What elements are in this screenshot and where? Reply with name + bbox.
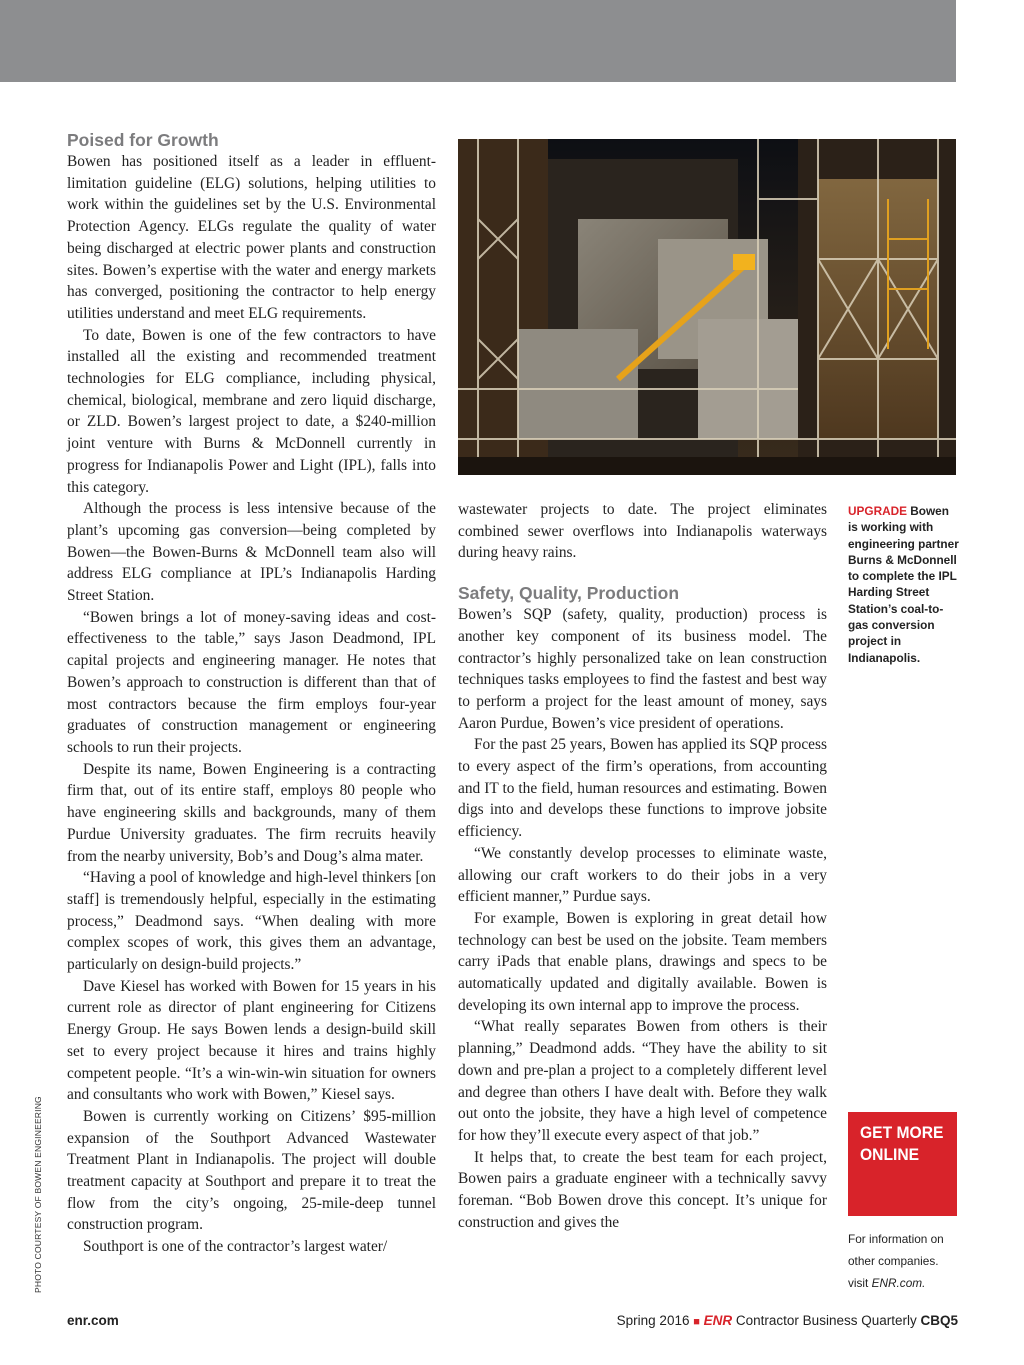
paragraph: Despite its name, Bowen Engineering is a contracting firm that, out of its entire staff, employs 80 people who have engineering skills and backgrounds, many of them Purdue University graduates. The firm recruits heavily from the nearby university, Bob’s and Doug’s alma mater. bbox=[67, 760, 436, 865]
paragraph: For the past 25 years, Bowen has applied its SQP process to every aspect of the firm’s operations, from accounting and IT to the field, human resources and estimating. Bowen digs into and develops these functions to improve jobsite efficiency. bbox=[458, 736, 827, 841]
section-heading-safety-quality-production: Safety, Quality, Production bbox=[458, 583, 680, 604]
paragraph: “We constantly develop processes to eliminate waste, allowing our craft workers to do their jobs in a very efficient manner,” Purdue says. bbox=[458, 844, 827, 906]
photo-credit bbox=[30, 1096, 44, 1296]
footer-folio bbox=[617, 1313, 958, 1328]
article-column-2 bbox=[458, 499, 827, 1234]
paragraph: Bowen’s SQP (safety, quality, production) process is another key component of its business model. The contractor’s highly personalized take on lean construction techniques tasks employees to find the fastest and best way to perform a project for the least amount of money, says Aaron Purdue, Bowen’s vice president of operations. bbox=[458, 606, 827, 732]
paragraph: To date, Bowen is one of the few contractors to have installed all the existing and recommended treatment technologies for ELG compliance, including physical, chemical, biological, membrane and zero liquid discharge, or ZLD. Bowen’s largest project to date, a $240-million joint venture with Burns & McDonnell currently in progress for Indianapolis Power and Light (IPL), falls into this category. bbox=[67, 326, 436, 496]
paragraph: “What really separates Bowen from others is their planning,” Deadmond adds. “They have the ability to sit down and pre-plan a project to a completely different level and degree than others I have dealt with. Before they walk out onto the jobsite, they have a high level of competence for how they’ll execute every aspect of that job.” bbox=[458, 1018, 827, 1144]
paragraph: Although the process is less intensive because of the plant’s upcoming gas conversion—being completed by Bowen—the Bowen-Burns & McDonnell team also will address ELG compliance at IPL’s Indianapolis Harding Street Station. bbox=[67, 500, 436, 605]
construction-site-photo bbox=[458, 139, 956, 475]
paragraph: Bowen has positioned itself as a leader in effluent-limitation guideline (ELG) solutions, helping utilities to work within the guidelines set by the U.S. Environmental Protection Agency. ELGs regulate the quality of water being discharged at electric power plants and construction sites. Bowen’s expertise with the water and energy markets has converged, positioning the contractor to help energy utilities understand and meet ELG requirements. bbox=[67, 153, 436, 322]
enr-link[interactable]: ENR.com. bbox=[871, 1276, 926, 1290]
footer-publication: Contractor Business Quarterly bbox=[732, 1313, 921, 1328]
paragraph: For example, Bowen is exploring in great detail how technology can best be used on the jobsite. Team members carry iPads that enable plans, drawings and specs to be automatically updated and digitally available. Bowen is developing its own internal app to improve the process. bbox=[458, 909, 827, 1014]
footer-site[interactable]: enr.com bbox=[67, 1313, 119, 1328]
section-heading-poised-for-growth: Poised for Growth bbox=[67, 130, 219, 150]
paragraph: It helps that, to create the best team for each project, Bowen pairs a graduate engineer with a technically savvy foreman. “Bob Bowen drove this concept. It’s unique for construction and gives the bbox=[458, 1148, 827, 1231]
caption-keyword: UPGRADE bbox=[848, 504, 907, 518]
get-more-online-box[interactable] bbox=[848, 1112, 957, 1216]
article-column-1 bbox=[67, 129, 436, 1258]
header-band bbox=[0, 0, 956, 82]
paragraph: Dave Kiesel has worked with Bowen for 15 years in his current role as director of plant engineering for Citizens Energy Group. He says Bowen lends a design-build skill set to every project because it hires and trains highly competent people. “It’s a win-win-win situation for owners and consultants who work with Bowen,” Kiesel says. bbox=[67, 977, 436, 1104]
paragraph: Bowen is currently working on Citizens’ $95-million expansion of the Southport Advanced Wastewater Treatment Plant in Indianapolis. The project will double treatment capacity at Southport and prepare it to treat the flow from the city’s ongoing, 25-mile-deep tunnel construction program. bbox=[67, 1107, 436, 1234]
footer-issue: Spring 2016 bbox=[616, 1313, 694, 1328]
footer-separator: ■ bbox=[693, 1316, 700, 1328]
promo-note bbox=[848, 1228, 960, 1294]
promo-line-3 bbox=[848, 1272, 960, 1294]
promo-line-3-prefix: visit bbox=[848, 1276, 872, 1290]
paragraph: Southport is one of the contractor’s largest water/ bbox=[83, 1238, 388, 1256]
promo-line-2: other companies. bbox=[848, 1254, 939, 1268]
promo-title: GET MORE ONLINE bbox=[860, 1123, 944, 1164]
footer-brand-logo: ENR bbox=[703, 1313, 733, 1328]
caption-text: Bowen is working with engineering partner Burns & McDonnell to complete the IPL Harding Street Station’s coal-to-gas conversion project in Indianapolis. bbox=[848, 504, 959, 665]
promo-line-1: For information on bbox=[848, 1232, 944, 1246]
photo-credit-text: PHOTO COURTESY OF BOWEN ENGINEERING bbox=[33, 1096, 43, 1293]
footer-page-number: CBQ5 bbox=[920, 1313, 958, 1328]
paragraph: “Having a pool of knowledge and high-level thinkers [on staff] is tremendously helpful, especially in the estimating process,” Deadmond says. “When dealing with more complex scopes of work, this gives them an advantage, particularly on design-build projects.” bbox=[67, 869, 436, 974]
paragraph: “Bowen brings a lot of money-saving ideas and cost-effectiveness to the table,” says Jason Deadmond, IPL capital projects and engineering manager. He notes that Bowen’s approach to construction is different than that of most contractors because the firm employs four-year graduates of construction management or engineering schools to run their projects. bbox=[67, 608, 436, 756]
photo-caption bbox=[848, 503, 960, 666]
paragraph-continued: wastewater projects to date. The project eliminates combined sewer overflows into Indianapolis waterways during heavy rains. bbox=[458, 501, 827, 562]
photo-illustration bbox=[458, 139, 956, 475]
